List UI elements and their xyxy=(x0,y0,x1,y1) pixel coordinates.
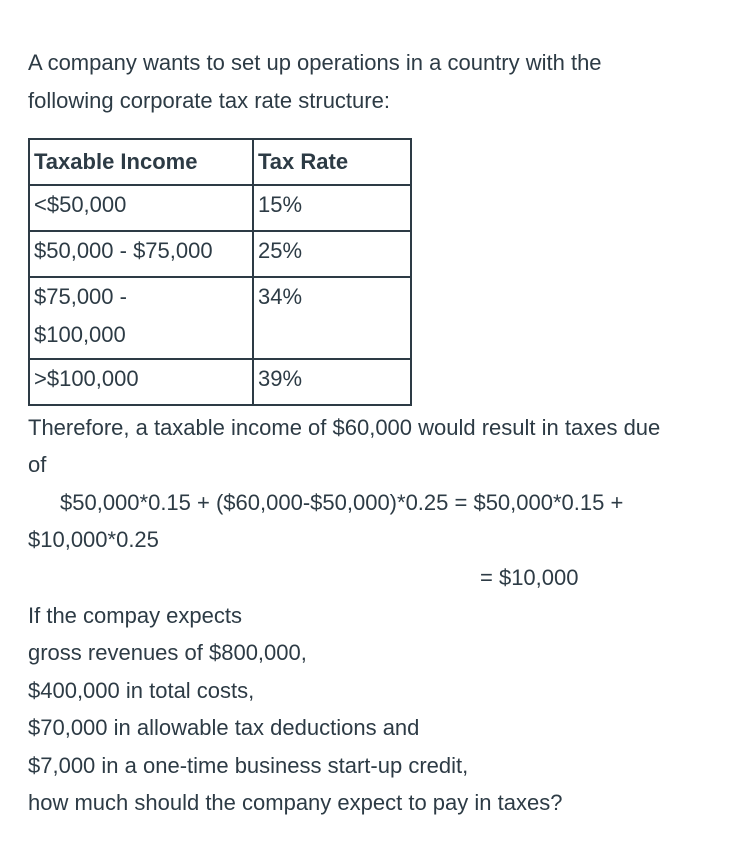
table-header-row xyxy=(29,139,411,185)
income-cell-line-2: $100,000 xyxy=(34,322,126,347)
example-line-2: of xyxy=(28,452,47,477)
calculation-result: = $10,000 xyxy=(480,565,579,590)
income-cell: >$100,000 xyxy=(29,359,253,405)
income-cell: $50,000 - $75,000 xyxy=(29,231,253,277)
table-row xyxy=(29,231,411,277)
header-tax-rate: Tax Rate xyxy=(253,139,411,185)
calculation-line-1: $50,000*0.15 + ($60,000-$50,000)*0.25 = $50,000*0.15 + xyxy=(60,490,624,515)
intro-line-1: A company wants to set up operations in a country with the xyxy=(28,50,602,75)
question-line: If the compay expects xyxy=(28,603,242,628)
question-line: $7,000 in a one-time business start-up credit, xyxy=(28,753,469,778)
rate-cell: 15% xyxy=(253,185,411,231)
question-line: $400,000 in total costs, xyxy=(28,678,255,703)
table-row xyxy=(29,185,411,231)
income-cell-line-1: $75,000 - xyxy=(34,284,127,309)
income-cell xyxy=(29,277,253,359)
question-line: gross revenues of $800,000, xyxy=(28,640,307,665)
table-row xyxy=(29,359,411,405)
question-line: $70,000 in allowable tax deductions and xyxy=(28,715,420,740)
table-row xyxy=(29,277,411,359)
example-line-1: Therefore, a taxable income of $60,000 would result in taxes due xyxy=(28,415,661,440)
tax-rate-table xyxy=(28,138,412,406)
rate-cell: 25% xyxy=(253,231,411,277)
rate-cell: 34% xyxy=(253,277,411,359)
calculation-line-2: $10,000*0.25 xyxy=(28,527,159,552)
rate-cell: 39% xyxy=(253,359,411,405)
header-taxable-income: Taxable Income xyxy=(29,139,253,185)
question-line: how much should the company expect to pay in taxes? xyxy=(28,790,563,815)
income-cell: <$50,000 xyxy=(29,185,253,231)
intro-line-2: following corporate tax rate structure: xyxy=(28,88,390,113)
